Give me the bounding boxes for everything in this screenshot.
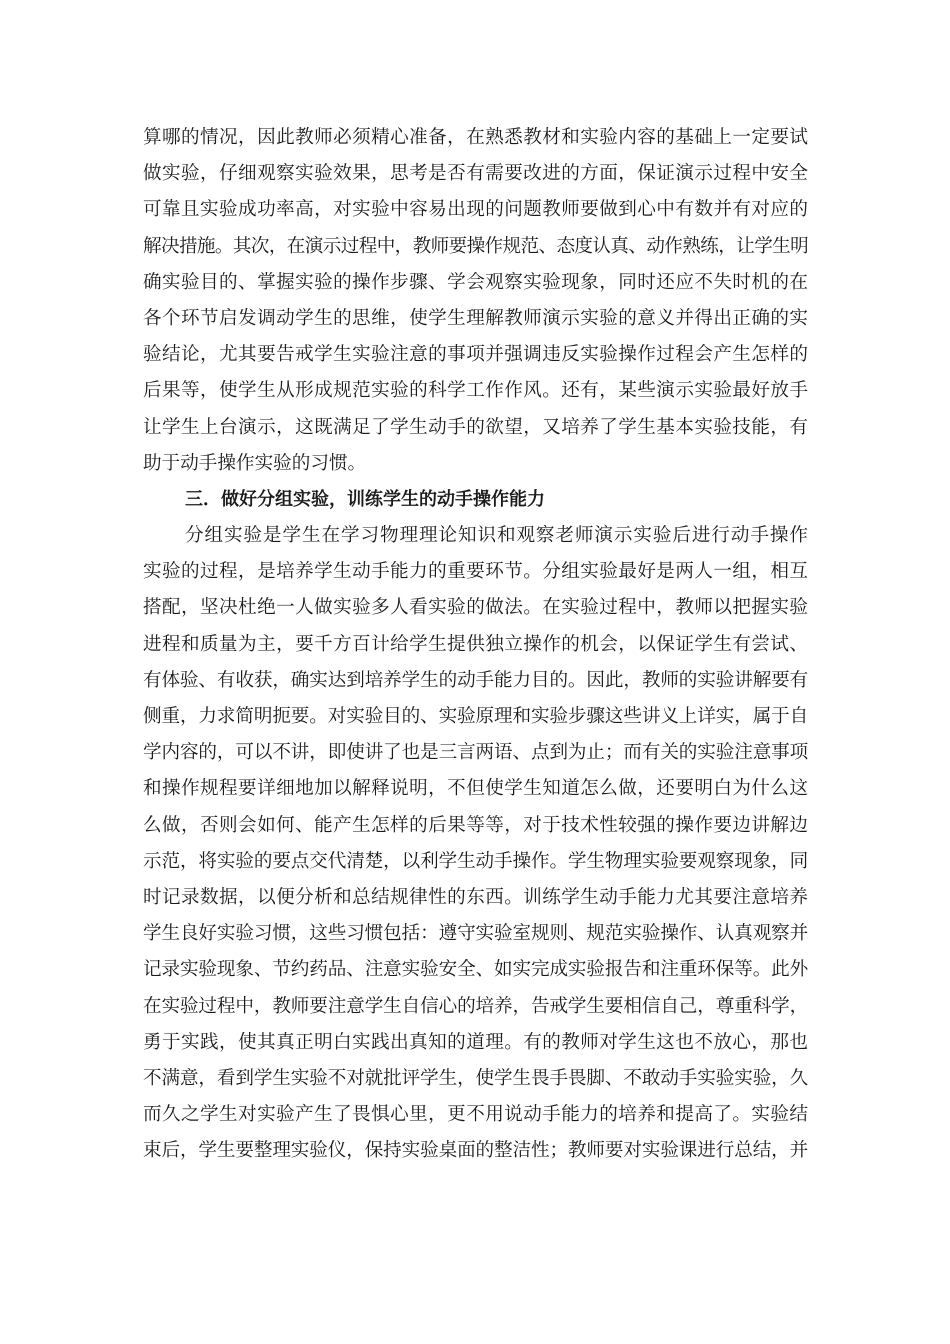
section-heading: 三．做好分组实验，训练学生的动手操作能力 <box>185 488 545 510</box>
paragraph-line: 可靠且实验成功率高，对实验中容易出现的问题教师要做到心中有数并有对应的 <box>143 199 808 221</box>
paragraph-line: 让学生上台演示，这既满足了学生动手的欲望，又培养了学生基本实验技能，有 <box>143 416 808 438</box>
paragraph-line: 后果等，使学生从形成规范实验的科学工作作风。还有，某些演示实验最好放手 <box>143 380 808 402</box>
paragraph-line: 分组实验是学生在学习物理理论知识和观察老师演示实验后进行动手操作 <box>185 525 808 547</box>
paragraph-line: 么做，否则会如何、能产生怎样的后果等等，对于技术性较强的操作要边讲解边 <box>143 814 808 836</box>
paragraph-line: 和操作规程要详细地加以解释说明，不但使学生知道怎么做，还要明白为什么这 <box>143 778 808 800</box>
paragraph-line: 学内容的，可以不讲，即使讲了也是三言两语、点到为止；而有关的实验注意事项 <box>143 742 808 764</box>
paragraph-line: 进程和质量为主，要千方百计给学生提供独立操作的机会，以保证学生有尝试、 <box>143 633 808 655</box>
paragraph-line: 而久之学生对实验产生了畏惧心里，更不用说动手能力的培养和提高了。实验结 <box>143 1104 808 1126</box>
paragraph-line: 验结论，尤其要告戒学生实验注意的事项并强调违反实验操作过程会产生怎样的 <box>143 344 808 366</box>
paragraph-line: 助于动手操作实验的习惯。 <box>143 452 367 474</box>
document-body <box>143 120 808 1169</box>
paragraph-line: 束后，学生要整理实验仪，保持实验桌面的整洁性；教师要对实验课进行总结，并 <box>143 1140 808 1162</box>
paragraph-line: 侧重，力求简明扼要。对实验目的、实验原理和实验步骤这些讲义上详实，属于自 <box>143 706 808 727</box>
paragraph-line: 示范，将实验的要点交代清楚，以利学生动手操作。学生物理实验要观察现象，同 <box>143 850 808 872</box>
paragraph-line: 搭配，坚决杜绝一人做实验多人看实验的做法。在实验过程中，教师以把握实验 <box>143 597 808 619</box>
paragraph-1 <box>143 120 808 482</box>
paragraph-line: 学生良好实验习惯，这些习惯包括：遵守实验室规则、规范实验操作、认真观察并 <box>143 923 808 945</box>
paragraph-line: 做实验，仔细观察实验效果，思考是否有需要改进的方面，保证演示过程中安全 <box>143 163 808 185</box>
paragraph-line: 有体验、有收获，确实达到培养学生的动手能力目的。因此，教师的实验讲解要有 <box>143 669 808 691</box>
paragraph-2 <box>143 518 808 1169</box>
paragraph-line: 在实验过程中，教师要注意学生自信心的培养，告戒学生要相信自己，尊重科学， <box>143 995 808 1017</box>
paragraph-line: 各个环节启发调动学生的思维，使学生理解教师演示实验的意义并得出正确的实 <box>143 307 808 329</box>
paragraph-line: 勇于实践，使其真正明白实践出真知的道理。有的教师对学生这也不放心，那也 <box>143 1031 808 1053</box>
paragraph-line: 解决措施。其次，在演示过程中，教师要操作规范、态度认真、动作熟练，让学生明 <box>143 235 808 257</box>
paragraph-line: 实验的过程，是培养学生动手能力的重要环节。分组实验最好是两人一组，相互 <box>143 561 808 583</box>
paragraph-line: 时记录数据，以便分析和总结规律性的东西。训练学生动手能力尤其要注意培养 <box>143 886 808 908</box>
paragraph-line: 确实验目的、掌握实验的操作步骤、学会观察实验现象，同时还应不失时机的在 <box>143 271 808 293</box>
paragraph-line: 算哪的情况，因此教师必须精心准备，在熟悉教材和实验内容的基础上一定要试 <box>143 127 808 148</box>
paragraph-line: 不满意，看到学生实验不对就批评学生，使学生畏手畏脚、不敢动手实验实验，久 <box>143 1067 808 1089</box>
paragraph-line: 记录实验现象、节约药品、注意实验安全、如实完成实验报告和注重环保等。此外 <box>143 959 808 981</box>
